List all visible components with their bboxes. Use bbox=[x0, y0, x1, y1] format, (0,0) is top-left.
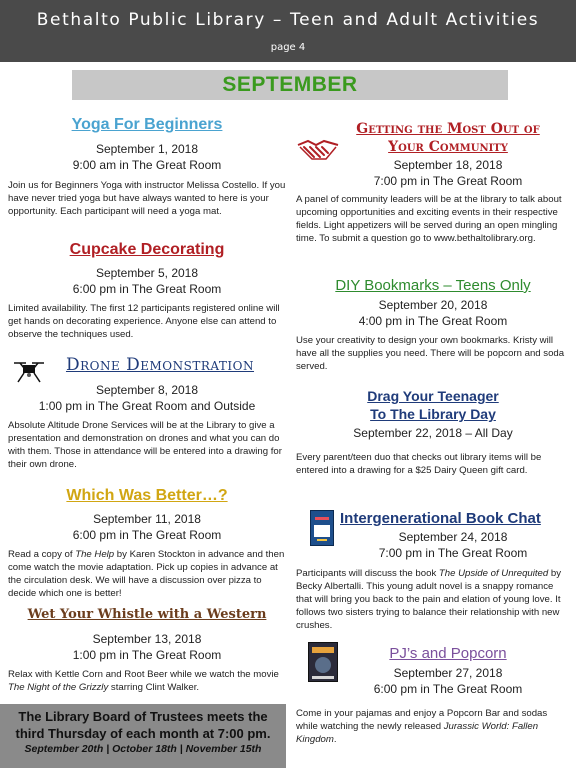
event-title-line-1: Getting the Most Out of bbox=[356, 121, 540, 137]
event-date: September 13, 2018 bbox=[92, 631, 202, 646]
event-title: Cupcake Decorating bbox=[69, 241, 225, 258]
event-description bbox=[8, 548, 286, 600]
event-date: September 22, 2018 – All Day bbox=[353, 426, 513, 441]
event-time: 4:00 pm in The Great Room bbox=[358, 314, 508, 329]
desc-text: Relax with Kettle Corn and Root Beer while we watch the movie bbox=[8, 668, 279, 680]
event-description: Limited availability. The first 12 participants registered online will get hands on decorating experience. Anyone else can attend to observe the techniques used. bbox=[8, 303, 280, 341]
page-title: Bethalto Public Library – Teen and Adult Activities bbox=[36, 10, 540, 30]
event-time: 9:00 am in The Great Room bbox=[72, 158, 222, 173]
event-description: Use your creativity to design your own bookmarks. Kristy will have all the supplies you need. There will be popcorn and soda served. bbox=[296, 335, 565, 373]
event-title: Yoga For Beginners bbox=[71, 116, 223, 133]
drone-icon bbox=[10, 358, 48, 388]
desc-text: Come in your pajamas and enjoy a Popcorn Bar and sodas while watching the newly released bbox=[296, 708, 548, 733]
event-title-line-1: Drag Your Teenager bbox=[367, 388, 499, 404]
event-title: Wet Your Whistle with a Western bbox=[27, 607, 267, 622]
event-date: September 8, 2018 bbox=[95, 382, 199, 397]
event-yoga bbox=[8, 116, 286, 218]
desc-text: Read a copy of bbox=[8, 549, 76, 561]
event-drone bbox=[8, 356, 286, 471]
event-date: September 5, 2018 bbox=[95, 266, 199, 281]
event-description: Every parent/teen duo that checks out library items will be entered into a drawing for a $25 Dairy Queen gift card. bbox=[296, 452, 542, 477]
movie-title: The Night of the Grizzly bbox=[8, 681, 109, 693]
page-number: page 4 bbox=[270, 42, 306, 53]
event-date: September 20, 2018 bbox=[378, 298, 488, 313]
event-date: September 27, 2018 bbox=[393, 666, 503, 681]
event-date: September 11, 2018 bbox=[93, 512, 201, 527]
event-western bbox=[8, 608, 286, 694]
movie-poster-icon bbox=[308, 642, 338, 682]
desc-text: by Karen Stockton in advance and then come watch the movie adaptation. Pick up copies in advance at the circulation desk. We will have a discussion over pizza to decide which one is better! bbox=[8, 549, 285, 600]
event-description: Absolute Altitude Drone Services will be at the Library to give a presentation and demonstration on drones and what you can do with them. Those in attendance will be entered into a drawing for their own drone. bbox=[8, 419, 282, 470]
desc-text: by Becky Albertalli. This young adult novel is a snappy romance that will bring you back to the pain and elation of young love. It follows two sisters trying to balance their relationship with new crushes. bbox=[296, 568, 562, 632]
desc-text: starring Clint Walker. bbox=[108, 681, 200, 693]
event-time: 6:00 pm in The Great Room bbox=[72, 528, 222, 543]
desc-text: Participants will discuss the book bbox=[296, 568, 439, 580]
event-drag-your-teenager bbox=[296, 388, 570, 477]
event-title: PJ’s and Popcorn bbox=[389, 645, 507, 662]
event-time: 6:00 pm in The Great Room bbox=[373, 682, 523, 697]
event-title: Drone Demonstration bbox=[65, 355, 255, 375]
event-title-line-2: To The Library Day bbox=[370, 406, 496, 423]
book-title: The Help bbox=[75, 549, 115, 561]
movie-title: Jurassic World: Fallen Kingdom bbox=[296, 721, 539, 746]
event-date: September 1, 2018 bbox=[95, 142, 199, 157]
book-title: The Upside of Unrequited bbox=[438, 568, 549, 580]
event-book-chat bbox=[296, 510, 570, 632]
event-description bbox=[296, 707, 570, 746]
book-cover-icon bbox=[310, 510, 334, 546]
event-time: 1:00 pm in The Great Room and Outside bbox=[38, 398, 256, 413]
event-title: Intergenerational Book Chat bbox=[340, 510, 541, 527]
handshake-icon bbox=[296, 135, 340, 165]
event-date: September 18, 2018 bbox=[393, 158, 503, 173]
trustees-notice bbox=[0, 704, 286, 768]
event-title: Which Was Better…? bbox=[66, 487, 228, 504]
event-which-was-better bbox=[8, 487, 286, 600]
event-pjs-popcorn bbox=[296, 645, 570, 746]
trustees-dates: September 20th | October 18th | November 15th bbox=[24, 743, 262, 755]
event-cupcake bbox=[8, 241, 286, 341]
event-title-line-2: Your Community bbox=[388, 139, 508, 156]
event-description: Join us for Beginners Yoga with instructor Melissa Costello. If you have never tried yoga but have always wanted to here is your opportunity. Each participant will need a yoga mat. bbox=[8, 180, 286, 218]
desc-text: . bbox=[333, 734, 337, 746]
event-description bbox=[296, 567, 570, 632]
event-description bbox=[8, 668, 286, 694]
month-banner: SEPTEMBER bbox=[72, 70, 508, 100]
event-bookmarks bbox=[296, 277, 570, 373]
event-time: 1:00 pm in The Great Room bbox=[72, 647, 222, 662]
page-header bbox=[0, 0, 576, 62]
event-date: September 24, 2018 bbox=[398, 530, 508, 545]
trustees-line-2: third Thursday of each month at 7:00 pm. bbox=[15, 726, 271, 741]
trustees-line-1: The Library Board of Trustees meets the bbox=[18, 709, 268, 724]
event-time: 7:00 pm in The Great Room bbox=[378, 546, 528, 561]
event-time: 6:00 pm in The Great Room bbox=[72, 282, 222, 297]
event-description: A panel of community leaders will be at the library to talk about upcoming opportunities and exciting events in their respective fields. Light appetizers will be served during an open mingling time. To submit a question go to www.bethaltolibrary.org. bbox=[296, 194, 562, 245]
event-time: 7:00 pm in The Great Room bbox=[373, 174, 523, 189]
event-title: DIY Bookmarks – Teens Only bbox=[335, 277, 531, 294]
event-community bbox=[296, 121, 570, 245]
